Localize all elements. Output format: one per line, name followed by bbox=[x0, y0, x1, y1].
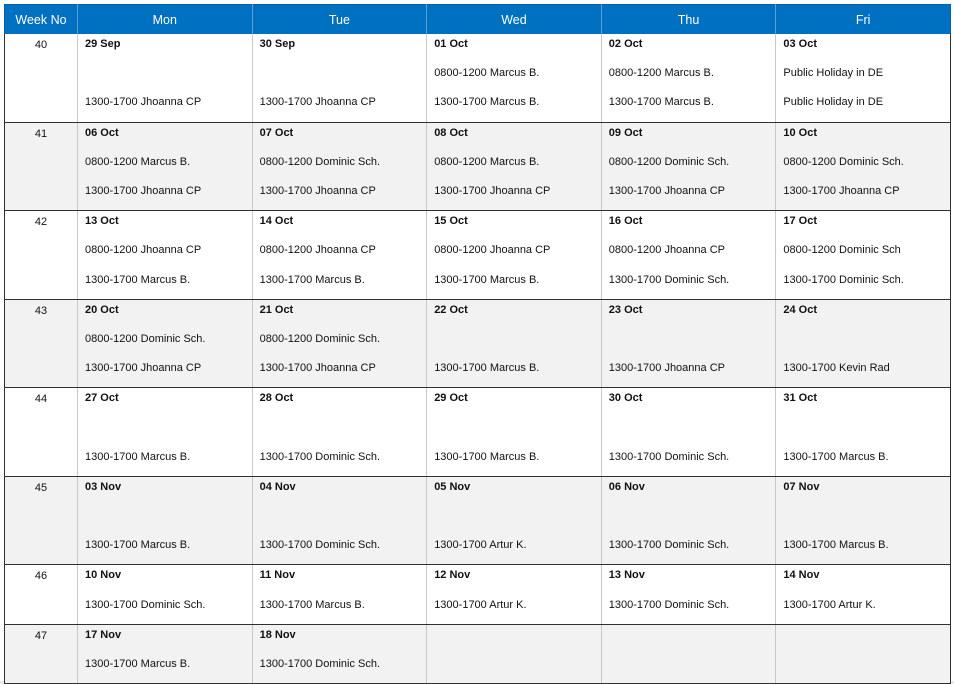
morning-shift: 0800-1200 Jhoanna CP bbox=[608, 244, 725, 257]
header-row bbox=[5, 5, 951, 35]
afternoon-shift: 1300-1700 Dominic Sch. bbox=[259, 539, 381, 552]
afternoon-shift bbox=[602, 654, 776, 683]
morning-shift bbox=[78, 417, 252, 446]
day-date: 03 Oct bbox=[783, 38, 818, 50]
week-number-cell bbox=[5, 299, 78, 388]
week-row-42 bbox=[5, 211, 951, 300]
day-cell-thu[interactable] bbox=[601, 122, 776, 211]
day-date: 08 Oct bbox=[434, 126, 468, 139]
day-date: 24 Oct bbox=[783, 303, 818, 316]
day-cell-wed[interactable] bbox=[427, 34, 602, 122]
week-number: 42 bbox=[34, 216, 48, 229]
day-date: 30 Oct bbox=[608, 392, 643, 405]
afternoon-shift: 1300-1700 Dominic Sch. bbox=[608, 450, 730, 463]
week-row-47 bbox=[5, 624, 951, 683]
morning-shift: 0800-1200 Marcus B. bbox=[608, 67, 714, 80]
week-number-cell bbox=[5, 476, 78, 565]
day-cell-fri[interactable] bbox=[776, 211, 951, 300]
morning-shift bbox=[427, 417, 601, 446]
day-date: 13 Nov bbox=[608, 569, 645, 582]
week-row-40 bbox=[5, 34, 951, 122]
afternoon-shift: 1300-1700 Jhoanna CP bbox=[85, 96, 202, 109]
header-wed: Wed bbox=[427, 5, 602, 35]
afternoon-shift: 1300-1700 Dominic Sch. bbox=[85, 598, 206, 611]
afternoon-shift: 1300-1700 Artur K. bbox=[783, 598, 876, 611]
day-cell-tue[interactable] bbox=[252, 476, 427, 565]
afternoon-shift: 1300-1700 Dominic Sch. bbox=[608, 539, 730, 552]
morning-shift: 0800-1200 Jhoanna CP bbox=[434, 244, 551, 257]
day-date: 07 Nov bbox=[783, 480, 820, 493]
afternoon-shift: 1300-1700 Dominic Sch. bbox=[259, 657, 381, 670]
afternoon-shift: 1300-1700 Marcus B. bbox=[434, 362, 540, 375]
day-date: 06 Oct bbox=[85, 126, 119, 139]
week-number: 43 bbox=[34, 304, 48, 317]
afternoon-shift: 1300-1700 Jhoanna CP bbox=[608, 184, 725, 197]
day-date: 17 Nov bbox=[85, 628, 122, 641]
day-cell-thu[interactable] bbox=[601, 624, 776, 683]
afternoon-shift: 1300-1700 Dominic Sch. bbox=[608, 273, 730, 286]
day-date: 30 Sep bbox=[259, 38, 296, 50]
morning-shift bbox=[427, 506, 601, 535]
day-cell-mon[interactable] bbox=[78, 122, 253, 211]
day-date: 22 Oct bbox=[434, 303, 468, 316]
week-row-41 bbox=[5, 122, 951, 211]
afternoon-shift bbox=[776, 654, 950, 683]
header-week-no: Week No bbox=[5, 5, 78, 35]
day-date: 12 Nov bbox=[434, 569, 471, 582]
afternoon-shift: 1300-1700 Marcus B. bbox=[434, 273, 540, 286]
afternoon-shift: 1300-1700 Marcus B. bbox=[85, 273, 191, 286]
morning-shift: 0800-1200 Dominic Sch. bbox=[608, 155, 730, 168]
morning-shift bbox=[602, 417, 776, 446]
day-cell-fri[interactable] bbox=[776, 476, 951, 565]
afternoon-shift: 1300-1700 Jhoanna CP bbox=[434, 184, 551, 197]
day-cell-mon[interactable] bbox=[78, 299, 253, 388]
day-cell-mon[interactable] bbox=[78, 624, 253, 683]
afternoon-shift: Public Holiday in DE bbox=[783, 96, 884, 109]
morning-shift: 0800-1200 Jhoanna CP bbox=[259, 244, 376, 257]
day-date: 10 Nov bbox=[85, 569, 122, 582]
day-date: 11 Nov bbox=[259, 569, 296, 582]
day-cell-tue[interactable] bbox=[252, 299, 427, 388]
morning-shift bbox=[427, 329, 601, 358]
afternoon-shift: 1300-1700 Marcus B. bbox=[85, 657, 191, 670]
day-cell-thu[interactable] bbox=[601, 565, 776, 624]
day-date: 01 Oct bbox=[434, 38, 468, 50]
day-cell-thu[interactable] bbox=[601, 476, 776, 565]
day-date: 03 Nov bbox=[85, 480, 122, 493]
day-date bbox=[427, 625, 601, 654]
day-date: 04 Nov bbox=[259, 480, 296, 493]
day-date: 21 Oct bbox=[259, 303, 294, 316]
morning-shift: 0800-1200 Dominic Sch bbox=[783, 244, 901, 257]
day-date: 18 Nov bbox=[259, 628, 296, 641]
afternoon-shift: 1300-1700 Artur K. bbox=[434, 598, 527, 611]
morning-shift: 0800-1200 Dominic Sch. bbox=[783, 155, 904, 168]
afternoon-shift: 1300-1700 Artur K. bbox=[434, 539, 527, 552]
week-number-cell bbox=[5, 211, 78, 300]
day-cell-tue[interactable] bbox=[252, 624, 427, 683]
day-cell-fri[interactable] bbox=[776, 34, 951, 122]
day-date: 29 Sep bbox=[85, 38, 121, 50]
morning-shift: 0800-1200 Dominic Sch. bbox=[259, 332, 381, 345]
afternoon-shift: 1300-1700 Marcus B. bbox=[608, 96, 714, 109]
afternoon-shift bbox=[427, 654, 601, 683]
day-cell-thu[interactable] bbox=[601, 388, 776, 477]
morning-shift: 0800-1200 Marcus B. bbox=[85, 155, 191, 168]
day-cell-wed[interactable] bbox=[427, 211, 602, 300]
morning-shift bbox=[602, 329, 776, 358]
morning-shift bbox=[78, 63, 252, 92]
day-date: 27 Oct bbox=[85, 392, 119, 405]
morning-shift: 0800-1200 Dominic Sch. bbox=[259, 155, 381, 168]
afternoon-shift: 1300-1700 Jhoanna CP bbox=[85, 362, 202, 375]
day-cell-mon[interactable] bbox=[78, 34, 253, 122]
afternoon-shift: 1300-1700 Dominic Sch. bbox=[783, 273, 904, 286]
week-number: 40 bbox=[34, 39, 48, 51]
day-date: 10 Oct bbox=[783, 126, 818, 139]
morning-shift bbox=[776, 329, 950, 358]
afternoon-shift: 1300-1700 Marcus B. bbox=[434, 450, 540, 463]
day-date: 07 Oct bbox=[259, 126, 294, 139]
header-fri: Fri bbox=[776, 5, 951, 35]
week-number: 47 bbox=[34, 629, 48, 642]
day-date: 29 Oct bbox=[434, 392, 468, 405]
afternoon-shift: 1300-1700 Marcus B. bbox=[85, 450, 191, 463]
week-number: 45 bbox=[34, 481, 48, 494]
day-cell-fri[interactable] bbox=[776, 565, 951, 624]
day-cell-wed[interactable] bbox=[427, 565, 602, 624]
day-cell-fri[interactable] bbox=[776, 122, 951, 211]
week-row-46 bbox=[5, 565, 951, 624]
schedule-table bbox=[4, 4, 951, 684]
morning-shift: 0800-1200 Jhoanna CP bbox=[85, 244, 202, 257]
day-date: 05 Nov bbox=[434, 480, 471, 493]
week-number-cell bbox=[5, 624, 78, 683]
afternoon-shift: 1300-1700 Jhoanna CP bbox=[259, 96, 376, 109]
header-thu: Thu bbox=[601, 5, 776, 35]
morning-shift: 0800-1200 Dominic Sch. bbox=[85, 332, 206, 345]
week-row-45 bbox=[5, 476, 951, 565]
week-row-44 bbox=[5, 388, 951, 477]
morning-shift bbox=[253, 417, 427, 446]
day-cell-tue[interactable] bbox=[252, 388, 427, 477]
day-date: 31 Oct bbox=[783, 392, 818, 405]
day-cell-mon[interactable] bbox=[78, 476, 253, 565]
afternoon-shift: 1300-1700 Jhoanna CP bbox=[259, 362, 376, 375]
morning-shift: Public Holiday in DE bbox=[783, 67, 884, 80]
afternoon-shift: 1300-1700 Jhoanna CP bbox=[783, 184, 900, 197]
afternoon-shift: 1300-1700 Marcus B. bbox=[783, 450, 889, 463]
day-cell-tue[interactable] bbox=[252, 34, 427, 122]
day-date bbox=[776, 625, 950, 654]
day-cell-tue[interactable] bbox=[252, 211, 427, 300]
day-date: 14 Nov bbox=[783, 569, 820, 582]
day-cell-wed[interactable] bbox=[427, 476, 602, 565]
day-date bbox=[602, 625, 776, 654]
day-cell-fri[interactable] bbox=[776, 624, 951, 683]
week-number-cell bbox=[5, 122, 78, 211]
day-cell-wed[interactable] bbox=[427, 299, 602, 388]
day-date: 06 Nov bbox=[608, 480, 645, 493]
day-cell-mon[interactable] bbox=[78, 565, 253, 624]
morning-shift bbox=[253, 506, 427, 535]
day-cell-thu[interactable] bbox=[601, 211, 776, 300]
day-date: 13 Oct bbox=[85, 215, 119, 228]
week-number-cell bbox=[5, 388, 78, 477]
afternoon-shift: 1300-1700 Kevin Rad bbox=[783, 362, 890, 375]
afternoon-shift: 1300-1700 Marcus B. bbox=[259, 273, 365, 286]
week-number: 46 bbox=[34, 570, 48, 583]
day-date: 02 Oct bbox=[608, 38, 643, 50]
day-cell-tue[interactable] bbox=[252, 122, 427, 211]
week-number: 41 bbox=[34, 127, 48, 140]
afternoon-shift: 1300-1700 Jhoanna CP bbox=[608, 362, 725, 375]
week-number: 44 bbox=[34, 393, 48, 406]
morning-shift bbox=[602, 506, 776, 535]
morning-shift bbox=[776, 506, 950, 535]
day-cell-thu[interactable] bbox=[601, 299, 776, 388]
day-date: 14 Oct bbox=[259, 215, 294, 228]
afternoon-shift: 1300-1700 Jhoanna CP bbox=[85, 184, 202, 197]
day-cell-fri[interactable] bbox=[776, 388, 951, 477]
afternoon-shift: 1300-1700 Marcus B. bbox=[434, 96, 540, 109]
day-date: 17 Oct bbox=[783, 215, 818, 228]
day-cell-fri[interactable] bbox=[776, 299, 951, 388]
week-number-cell bbox=[5, 34, 78, 122]
afternoon-shift: 1300-1700 Jhoanna CP bbox=[259, 184, 376, 197]
day-cell-wed[interactable] bbox=[427, 388, 602, 477]
afternoon-shift: 1300-1700 Dominic Sch. bbox=[608, 598, 730, 611]
morning-shift bbox=[78, 506, 252, 535]
day-date: 28 Oct bbox=[259, 392, 294, 405]
afternoon-shift: 1300-1700 Marcus B. bbox=[85, 539, 191, 552]
day-date: 15 Oct bbox=[434, 215, 468, 228]
day-cell-mon[interactable] bbox=[78, 388, 253, 477]
week-row-43 bbox=[5, 299, 951, 388]
day-date: 16 Oct bbox=[608, 215, 643, 228]
header-tue: Tue bbox=[252, 5, 427, 35]
week-number-cell bbox=[5, 565, 78, 624]
morning-shift: 0800-1200 Marcus B. bbox=[434, 155, 540, 168]
afternoon-shift: 1300-1700 Marcus B. bbox=[259, 598, 365, 611]
day-cell-wed[interactable] bbox=[427, 624, 602, 683]
afternoon-shift: 1300-1700 Dominic Sch. bbox=[259, 450, 381, 463]
day-date: 09 Oct bbox=[608, 126, 643, 139]
day-date: 23 Oct bbox=[608, 303, 643, 316]
header-mon: Mon bbox=[78, 5, 253, 35]
day-cell-tue[interactable] bbox=[252, 565, 427, 624]
morning-shift bbox=[776, 417, 950, 446]
day-cell-mon[interactable] bbox=[78, 211, 253, 300]
morning-shift bbox=[253, 63, 427, 92]
morning-shift: 0800-1200 Marcus B. bbox=[434, 67, 540, 80]
afternoon-shift: 1300-1700 Marcus B. bbox=[783, 539, 889, 552]
day-cell-thu[interactable] bbox=[601, 34, 776, 122]
day-cell-wed[interactable] bbox=[427, 122, 602, 211]
day-date: 20 Oct bbox=[85, 303, 119, 316]
